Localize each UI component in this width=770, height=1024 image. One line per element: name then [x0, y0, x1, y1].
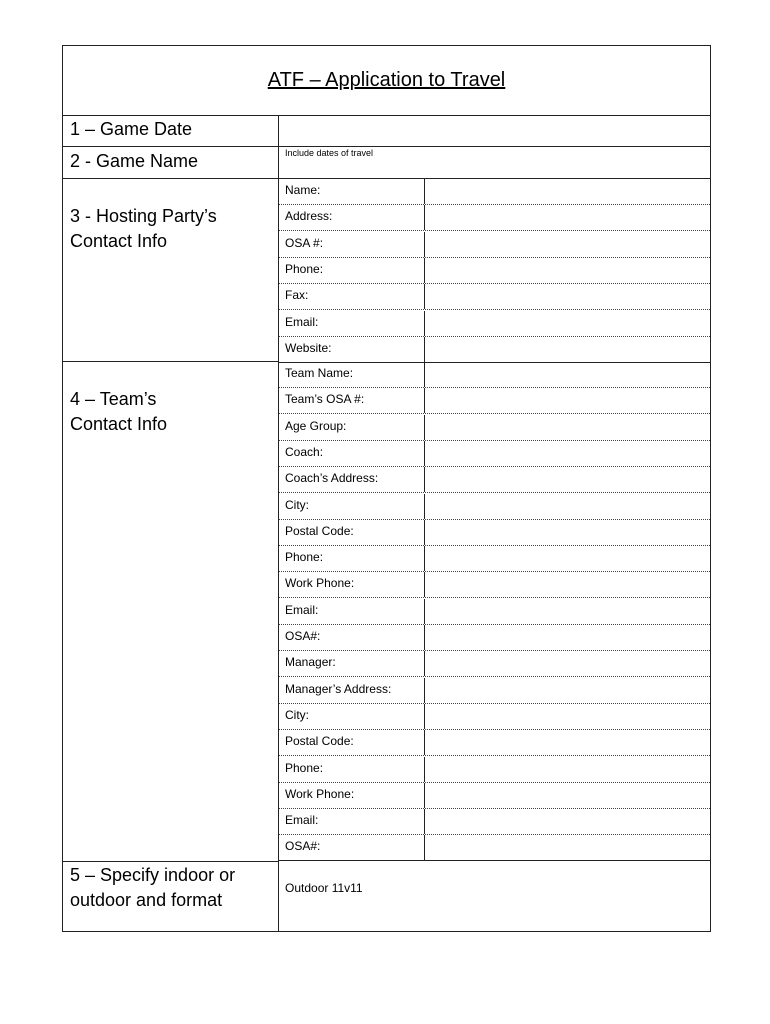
field-label: Age Group:	[285, 418, 347, 433]
format-label-cell	[63, 862, 279, 931]
field-row	[279, 757, 710, 783]
field-input[interactable]	[424, 625, 710, 650]
field-row	[279, 572, 710, 598]
game-name-label: 2 - Game Name	[70, 151, 199, 171]
travel-dates-note: Include dates of travel	[285, 148, 374, 158]
field-label: Manager:	[285, 655, 336, 670]
field-row	[279, 625, 710, 651]
field-row	[279, 362, 710, 388]
field-label: Manager’s Address:	[285, 681, 392, 696]
field-input[interactable]	[424, 362, 710, 387]
field-row	[279, 337, 710, 363]
team-label: 4 – Team’s Contact Info	[70, 389, 168, 434]
field-label: City:	[285, 707, 309, 722]
field-label: Team’s OSA #:	[285, 392, 365, 407]
field-label: Team Name:	[285, 366, 354, 380]
field-input[interactable]	[424, 599, 710, 624]
field-input[interactable]	[424, 415, 710, 440]
field-row	[279, 783, 710, 809]
field-label: Phone:	[285, 760, 324, 775]
title-row	[63, 46, 710, 116]
field-label: Work Phone:	[285, 786, 355, 801]
field-input[interactable]	[424, 704, 710, 729]
team-label-cell	[63, 362, 279, 862]
field-label: Email:	[285, 813, 319, 828]
format-value: Outdoor 11v11	[285, 881, 363, 895]
field-row	[279, 494, 710, 520]
game-name-label-cell	[63, 147, 279, 179]
field-label: Email:	[285, 314, 319, 329]
field-row	[279, 311, 710, 337]
field-row	[279, 232, 710, 258]
field-label: Email:	[285, 602, 319, 617]
field-row	[279, 179, 710, 205]
field-row	[279, 704, 710, 730]
field-input[interactable]	[424, 494, 710, 519]
field-row	[279, 651, 710, 677]
field-row	[279, 678, 710, 704]
field-row	[279, 809, 710, 835]
field-label: OSA#:	[285, 839, 321, 854]
field-row	[279, 284, 710, 310]
field-label: OSA#:	[285, 629, 321, 643]
field-input[interactable]	[424, 546, 710, 571]
field-label: Postal Code:	[285, 523, 354, 538]
hosting-label: 3 - Hosting Party’s Contact Info	[70, 206, 217, 251]
field-input[interactable]	[424, 388, 710, 413]
field-input[interactable]	[424, 205, 710, 230]
field-label: Coach:	[285, 444, 324, 459]
field-input[interactable]	[424, 467, 710, 492]
field-input[interactable]	[424, 835, 710, 860]
field-input[interactable]	[424, 258, 710, 283]
field-label: City:	[285, 497, 309, 512]
field-input[interactable]	[424, 441, 710, 466]
field-label: Phone:	[285, 550, 324, 565]
field-label: Postal Code:	[285, 734, 354, 749]
field-row	[279, 467, 710, 493]
field-row	[279, 415, 710, 441]
field-input[interactable]	[424, 572, 710, 597]
field-label: Name:	[285, 183, 321, 197]
field-row	[279, 388, 710, 414]
field-input[interactable]	[424, 757, 710, 782]
field-label: Coach’s Address:	[285, 471, 379, 486]
field-input[interactable]	[424, 520, 710, 545]
field-input[interactable]	[424, 783, 710, 808]
field-row	[279, 520, 710, 546]
field-input[interactable]	[424, 809, 710, 834]
field-input[interactable]	[424, 232, 710, 257]
field-row	[279, 835, 710, 861]
field-input[interactable]	[424, 337, 710, 362]
field-row	[279, 599, 710, 625]
game-name-field[interactable]	[279, 147, 710, 179]
field-label: Address:	[285, 209, 333, 224]
format-label: 5 – Specify indoor or outdoor and format	[70, 865, 236, 910]
game-date-label: 1 – Game Date	[70, 119, 193, 139]
field-label: Phone:	[285, 261, 324, 276]
hosting-label-cell	[63, 179, 279, 362]
field-label: Fax:	[285, 288, 309, 303]
field-row	[279, 546, 710, 572]
game-date-field[interactable]	[279, 115, 710, 147]
form-title: ATF – Application to Travel	[267, 69, 506, 91]
game-date-label-cell	[63, 115, 279, 147]
field-input[interactable]	[424, 311, 710, 336]
field-label: OSA #:	[285, 235, 324, 250]
field-label: Work Phone:	[285, 576, 355, 591]
field-input[interactable]	[424, 284, 710, 309]
format-field[interactable]	[279, 862, 710, 931]
field-row	[279, 441, 710, 467]
field-input[interactable]	[424, 179, 710, 204]
field-input[interactable]	[424, 678, 710, 703]
field-row	[279, 205, 710, 231]
field-row	[279, 258, 710, 284]
field-label: Website:	[285, 340, 332, 355]
application-form	[62, 45, 711, 932]
field-input[interactable]	[424, 730, 710, 755]
field-input[interactable]	[424, 651, 710, 676]
field-row	[279, 730, 710, 756]
